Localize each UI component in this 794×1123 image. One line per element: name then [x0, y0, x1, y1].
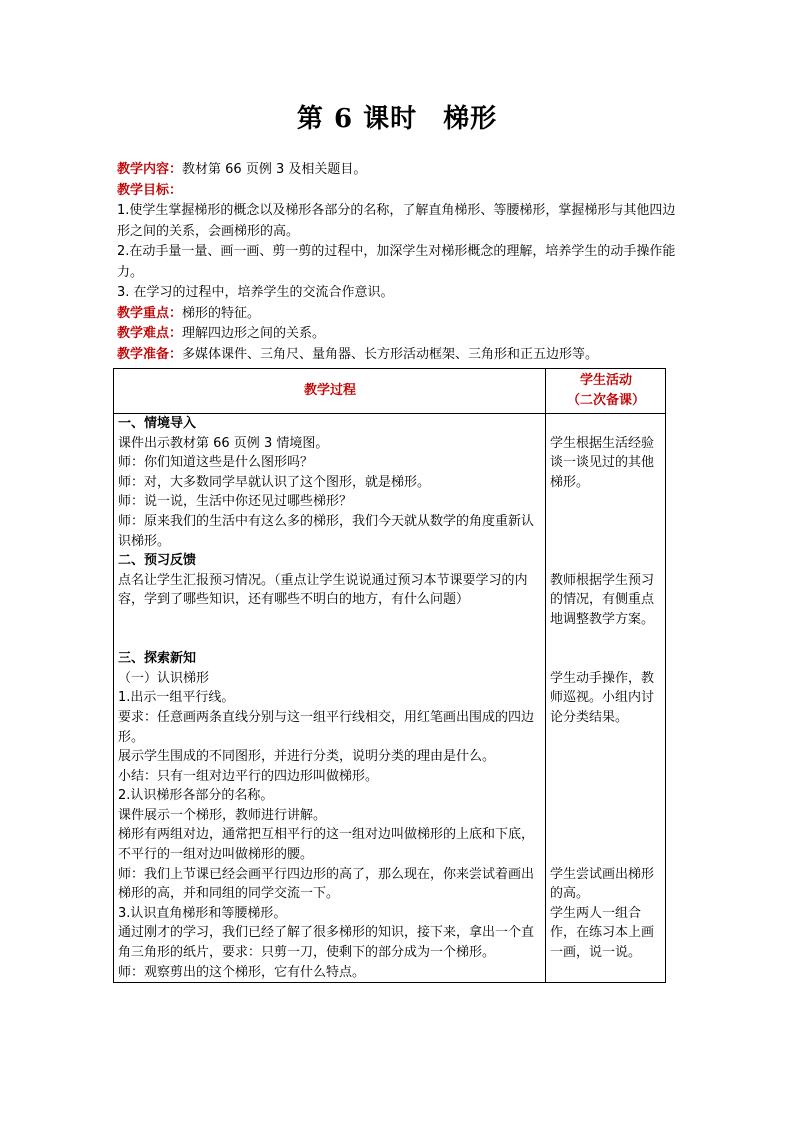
- goal-item: 2.在动手量一量、画一画、剪一剪的过程中，加深学生对梯形概念的理解，培养学生的动手操作能力。: [117, 244, 676, 280]
- process-line: 展示学生围成的不同图形，并进行分类，说明分类的理由是什么。: [118, 749, 496, 765]
- header-process: 教学过程: [114, 369, 546, 414]
- section-heading: 二、预习反馈: [118, 553, 197, 569]
- process-line: 课件出示教材第 66 页例 3 情境图。: [118, 435, 329, 451]
- difficulty-text: 理解四边形之间的关系。: [182, 326, 326, 341]
- title-topic: 梯形: [443, 104, 498, 134]
- process-line: 2.认识梯形各部分的名称。: [118, 788, 274, 804]
- process-line: 1.出示一组平行线。: [118, 690, 235, 706]
- process-line: 师：对，大多数同学早就认识了这个图形，就是梯形。: [118, 474, 431, 490]
- key-text: 梯形的特征。: [182, 305, 261, 321]
- difficulty-row: [117, 324, 677, 345]
- section-heading: 一、情境导入: [118, 416, 197, 431]
- prep-row: [117, 345, 677, 366]
- process-line: 师：说一说，生活中你还见过哪些梯形？: [118, 494, 353, 510]
- content-text: 教材第 66 页例 3 及相关题目。: [182, 162, 367, 177]
- title-lesson: 第 6 课时: [296, 104, 418, 134]
- prep-label: 教学准备：: [117, 346, 183, 362]
- goals-label: 教学目标：: [117, 182, 183, 198]
- activity-text: 学生尝试画出梯形的高。: [550, 866, 655, 902]
- process-line: 师：原来我们的生活中有这么多的梯形，我们今天就从数学的角度重新认识梯形。: [118, 513, 535, 549]
- goal-item: 1.使学生掌握梯形的概念以及梯形各部分的名称，了解直角梯形、等腰梯形，掌握梯形与其他四边形之间的关系，会画梯形的高。: [117, 203, 676, 239]
- process-line: 课件展示一个梯形，教师进行讲解。: [118, 807, 327, 823]
- process-line: 师：观察剪出的这个梯形，它有什么特点。: [118, 964, 366, 980]
- process-line: 师：你们知道这些是什么图形吗？: [118, 455, 314, 471]
- content-label: 教学内容：: [117, 162, 183, 177]
- process-line: 要求：任意画两条直线分别与这一组平行线相交，用红笔画出围成的四边形。: [118, 709, 535, 745]
- process-line: 师：我们上节课已经会画平行四边形的高了，那么现在，你来尝试着画出梯形的高，并和同组的同学交流一下。: [118, 866, 535, 902]
- prep-text: 多媒体课件、三角尺、量角器、长方形活动框架、三角形和正五边形等。: [182, 346, 599, 362]
- activity-cell: [546, 414, 666, 983]
- goal-item: 3. 在学习的过程中，培养学生的交流合作意识。: [117, 285, 394, 300]
- table-row: [114, 414, 666, 983]
- process-line: 通过刚才的学习，我们已经了解了很多梯形的知识，接下来，拿出一个直角三角形的纸片，要求：只剪一刀，使剩下的部分成为一个梯形。: [118, 925, 535, 961]
- lesson-meta: [117, 160, 677, 365]
- process-line: 点名让学生汇报预习情况。（重点让学生说说通过预习本节课要学习的内容，学到了哪些知识，还有哪些不明白的地方，有什么问题）: [118, 572, 528, 608]
- header-activity-line1: 学生活动: [579, 373, 632, 389]
- content-row: [117, 160, 677, 181]
- activity-text: 学生动手操作，教师巡视。小组内讨论分类结果。: [550, 670, 655, 725]
- section-heading: 三、探索新知: [118, 651, 197, 667]
- key-label: 教学重点：: [117, 305, 183, 321]
- activity-text: 学生根据生活经验谈一谈见过的其他梯形。: [550, 435, 655, 490]
- process-line: 小结：只有一组对边平行的四边形叫做梯形。: [118, 768, 379, 784]
- page-title: [0, 98, 794, 135]
- key-row: [117, 304, 677, 325]
- subsection-heading: （一）认识梯形: [118, 670, 210, 686]
- header-activity-line2: （二次备课）: [566, 393, 645, 408]
- process-cell: [114, 414, 546, 983]
- table-header-row: [114, 369, 666, 414]
- lesson-table: [113, 368, 666, 983]
- header-activity: [546, 369, 666, 414]
- activity-text: 学生两人一组合作，在练习本上画一画，说一说。: [550, 905, 655, 961]
- difficulty-label: 教学难点：: [117, 326, 183, 341]
- goals-row: [117, 181, 677, 202]
- activity-text: 教师根据学生预习的情况，有侧重点地调整教学方案。: [550, 572, 655, 627]
- process-line: 梯形有两组对边，通常把互相平行的这一组对边叫做梯形的上底和下底，不平行的一组对边叫做梯形的腰。: [118, 827, 535, 863]
- process-line: 3.认识直角梯形和等腰梯形。: [118, 905, 287, 921]
